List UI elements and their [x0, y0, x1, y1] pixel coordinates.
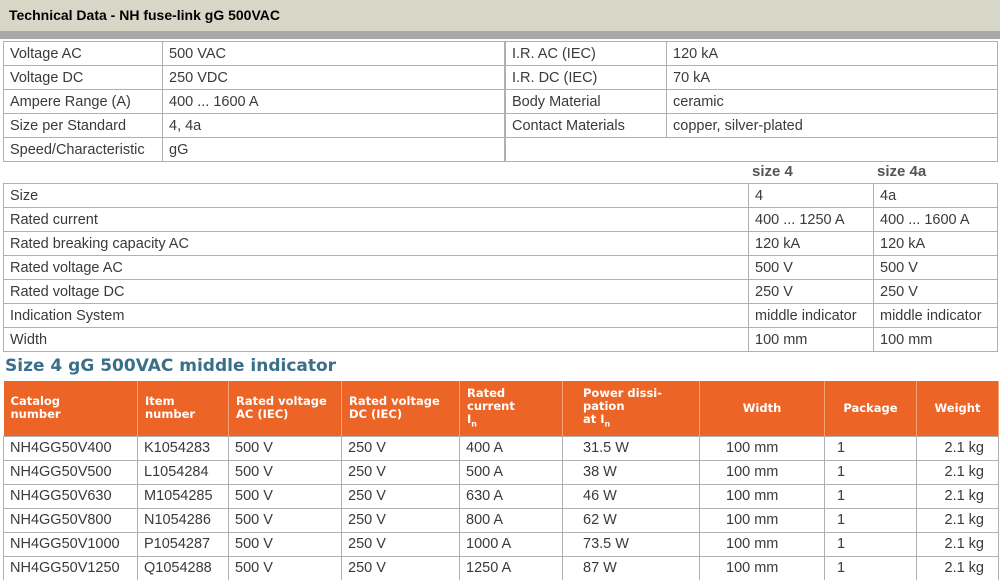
width: 100 mm [700, 484, 825, 508]
item-number: Q1054288 [138, 556, 229, 580]
col-header-weight: Weight [917, 381, 999, 436]
table-row [4, 532, 999, 556]
package: 1 [825, 460, 917, 484]
table-row [4, 304, 998, 328]
power-dissipation: 87 W [563, 556, 700, 580]
spec-value: 400 ... 1250 A [749, 208, 874, 232]
table-row [506, 90, 998, 114]
column-heading-size-4: size 4 [752, 163, 793, 180]
item-number: L1054284 [138, 460, 229, 484]
table-row [4, 114, 505, 138]
package: 1 [825, 484, 917, 508]
property-label: I.R. AC (IEC) [506, 42, 667, 66]
table-row [506, 138, 998, 162]
rated-current: 500 A [460, 460, 563, 484]
property-label: Speed/Characteristic [4, 138, 163, 162]
voltage-ac: 500 V [229, 532, 342, 556]
spec-value: 400 ... 1600 A [874, 208, 998, 232]
table-row [4, 508, 999, 532]
col-header-package: Package [825, 381, 917, 436]
spec-value: 500 V [749, 256, 874, 280]
weight: 2.1 kg [917, 508, 999, 532]
table-row [506, 114, 998, 138]
table-row [4, 90, 505, 114]
col-header-catalog: Catalog number [4, 381, 138, 436]
col-header-power: Power dissi- pation at $I_n$ [563, 381, 700, 436]
package: 1 [825, 532, 917, 556]
voltage-dc: 250 V [342, 460, 460, 484]
general-data-right [505, 41, 998, 162]
col-header-voltage-ac: Rated voltage AC (IEC) [229, 381, 342, 436]
weight: 2.1 kg [917, 484, 999, 508]
item-number: N1054286 [138, 508, 229, 532]
width: 100 mm [700, 508, 825, 532]
catalog-number: NH4GG50V500 [4, 460, 138, 484]
power-dissipation: 46 W [563, 484, 700, 508]
item-number: K1054283 [138, 436, 229, 460]
spec-label: Rated breaking capacity AC [4, 232, 749, 256]
property-label: Voltage AC [4, 42, 163, 66]
catalog-number: NH4GG50V800 [4, 508, 138, 532]
voltage-ac: 500 V [229, 556, 342, 580]
property-value: ceramic [667, 90, 998, 114]
voltage-dc: 250 V [342, 556, 460, 580]
catalog-number: NH4GG50V630 [4, 484, 138, 508]
spec-value: 250 V [874, 280, 998, 304]
general-data-left [3, 41, 505, 162]
col-header-item: Item number [138, 381, 229, 436]
catalog-number: NH4GG50V1250 [4, 556, 138, 580]
weight: 2.1 kg [917, 556, 999, 580]
voltage-ac: 500 V [229, 508, 342, 532]
weight: 2.1 kg [917, 436, 999, 460]
weight: 2.1 kg [917, 532, 999, 556]
table-row [506, 42, 998, 66]
power-dissipation: 62 W [563, 508, 700, 532]
table-row [4, 232, 998, 256]
width: 100 mm [700, 436, 825, 460]
width: 100 mm [700, 460, 825, 484]
table-header-row [4, 381, 999, 436]
col-header-current: Rated current $I_n$ [460, 381, 563, 436]
power-dissipation: 38 W [563, 460, 700, 484]
table-row [4, 484, 999, 508]
property-value: 250 VDC [163, 66, 505, 90]
spec-value: 120 kA [749, 232, 874, 256]
spec-label: Size [4, 184, 749, 208]
rated-current: 400 A [460, 436, 563, 460]
voltage-dc: 250 V [342, 484, 460, 508]
spec-label: Indication System [4, 304, 749, 328]
header-divider [0, 31, 1000, 39]
catalog-number: NH4GG50V400 [4, 436, 138, 460]
rated-current: 1250 A [460, 556, 563, 580]
power-dissipation: 73.5 W [563, 532, 700, 556]
table-row [4, 556, 999, 580]
col-header-width: Width [700, 381, 825, 436]
voltage-ac: 500 V [229, 460, 342, 484]
table-row [4, 138, 505, 162]
table-row [4, 280, 998, 304]
property-label: I.R. DC (IEC) [506, 66, 667, 90]
catalog-number: NH4GG50V1000 [4, 532, 138, 556]
property-label: Body Material [506, 90, 667, 114]
property-label: Ampere Range (A) [4, 90, 163, 114]
table-row [4, 256, 998, 280]
property-value: 500 VAC [163, 42, 505, 66]
table-row [4, 184, 998, 208]
property-value: copper, silver-plated [667, 114, 998, 138]
width: 100 mm [700, 532, 825, 556]
spec-label: Rated voltage AC [4, 256, 749, 280]
spec-value: 4 [749, 184, 874, 208]
section-title: Size 4 gG 500VAC middle indicator [5, 356, 337, 376]
package: 1 [825, 436, 917, 460]
spec-value: 100 mm [749, 328, 874, 352]
property-value: 4, 4a [163, 114, 505, 138]
power-dissipation: 31.5 W [563, 436, 700, 460]
weight: 2.1 kg [917, 460, 999, 484]
table-row [506, 66, 998, 90]
property-value: 400 ... 1600 A [163, 90, 505, 114]
voltage-ac: 500 V [229, 436, 342, 460]
voltage-dc: 250 V [342, 436, 460, 460]
column-heading-size-4a: size 4a [877, 163, 927, 180]
product-table [3, 381, 999, 580]
spec-label: Rated current [4, 208, 749, 232]
item-number: P1054287 [138, 532, 229, 556]
rated-current: 630 A [460, 484, 563, 508]
col-header-voltage-dc: Rated voltage DC (IEC) [342, 381, 460, 436]
voltage-dc: 250 V [342, 532, 460, 556]
table-row [4, 436, 999, 460]
table-row [4, 66, 505, 90]
voltage-dc: 250 V [342, 508, 460, 532]
table-row [4, 208, 998, 232]
package: 1 [825, 508, 917, 532]
voltage-ac: 500 V [229, 484, 342, 508]
width: 100 mm [700, 556, 825, 580]
rated-current: 800 A [460, 508, 563, 532]
table-row [4, 460, 999, 484]
item-number: M1054285 [138, 484, 229, 508]
spec-value: 500 V [874, 256, 998, 280]
property-label: Size per Standard [4, 114, 163, 138]
property-label: Voltage DC [4, 66, 163, 90]
property-label: Contact Materials [506, 114, 667, 138]
property-value: gG [163, 138, 505, 162]
page-title: Technical Data - NH fuse-link gG 500VAC [0, 0, 1000, 31]
rated-current: 1000 A [460, 532, 563, 556]
spec-value: 120 kA [874, 232, 998, 256]
spec-label: Width [4, 328, 749, 352]
package: 1 [825, 556, 917, 580]
table-row [4, 328, 998, 352]
spec-value: middle indicator [749, 304, 874, 328]
size-spec-table [3, 183, 998, 352]
spec-value: middle indicator [874, 304, 998, 328]
spec-value: 100 mm [874, 328, 998, 352]
property-value: 70 kA [667, 66, 998, 90]
table-row [4, 42, 505, 66]
property-value: 120 kA [667, 42, 998, 66]
spec-label: Rated voltage DC [4, 280, 749, 304]
spec-value: 4a [874, 184, 998, 208]
spec-value: 250 V [749, 280, 874, 304]
empty-cell [506, 138, 998, 162]
